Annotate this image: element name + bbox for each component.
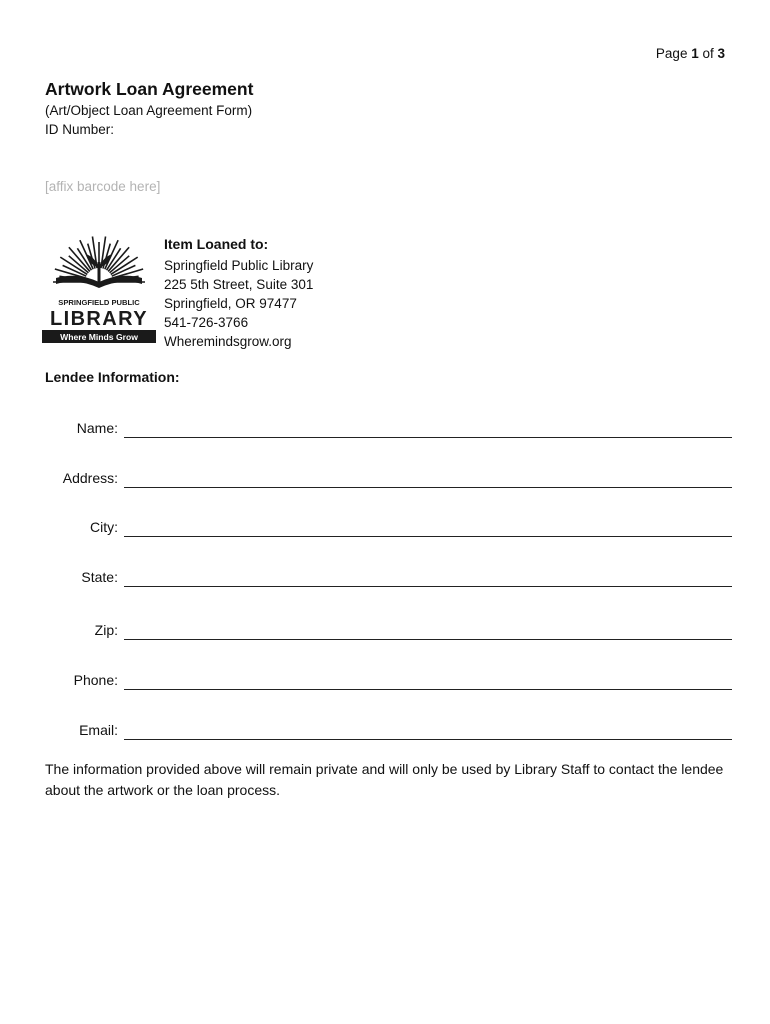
state-label: State: <box>81 569 118 585</box>
city-field <box>0 515 770 537</box>
name-input-line[interactable] <box>124 419 732 438</box>
privacy-note: The information provided above will remain private and will only be used by Library Staff to contact the lendee about the artwork or the loan process. <box>45 761 724 798</box>
phone-label: Phone: <box>73 672 118 688</box>
city-label: City: <box>90 519 118 535</box>
email-field <box>0 718 770 740</box>
state-field <box>0 565 770 587</box>
zip-label: Zip: <box>94 622 118 638</box>
loaned-to-line: Wheremindsgrow.org <box>164 334 292 349</box>
loaned-to-line: 541-726-3766 <box>164 315 249 330</box>
logo-line1: SPRINGFIELD PUBLIC <box>58 298 140 307</box>
loaned-to-line: Springfield Public Library <box>164 258 314 273</box>
library-logo <box>42 232 156 346</box>
lendee-heading: Lendee Information: <box>45 369 180 385</box>
document-subtitle: (Art/Object Loan Agreement Form) <box>45 103 253 118</box>
page-of: of <box>698 46 718 61</box>
email-input-line[interactable] <box>124 721 732 740</box>
phone-field <box>0 668 770 690</box>
document-title: Artwork Loan Agreement <box>45 79 254 99</box>
address-input-line[interactable] <box>124 469 732 488</box>
loaned-to-line: 225 5th Street, Suite 301 <box>164 277 314 292</box>
zip-input-line[interactable] <box>124 621 732 640</box>
loaned-to-heading: Item Loaned to: <box>164 236 269 252</box>
phone-input-line[interactable] <box>124 671 732 690</box>
state-input-line[interactable] <box>124 568 732 587</box>
id-number-label: ID Number: <box>45 122 115 137</box>
page-number <box>656 46 725 61</box>
barcode-placeholder: [affix barcode here] <box>45 179 161 194</box>
page-prefix: Page <box>655 46 692 61</box>
name-label: Name: <box>76 420 118 436</box>
logo-tagline: Where Minds Grow <box>60 332 138 342</box>
address-field <box>0 466 770 488</box>
address-label: Address: <box>62 470 118 486</box>
loaned-to-block <box>164 235 313 351</box>
page-current: 1 <box>691 46 699 61</box>
logo-line2: LIBRARY <box>50 308 148 330</box>
city-input-line[interactable] <box>124 518 732 537</box>
page-total: 3 <box>717 46 725 61</box>
loaned-to-line: Springfield, OR 97477 <box>164 296 297 311</box>
name-field <box>0 416 770 438</box>
zip-field <box>0 618 770 640</box>
email-label: Email: <box>79 722 118 738</box>
